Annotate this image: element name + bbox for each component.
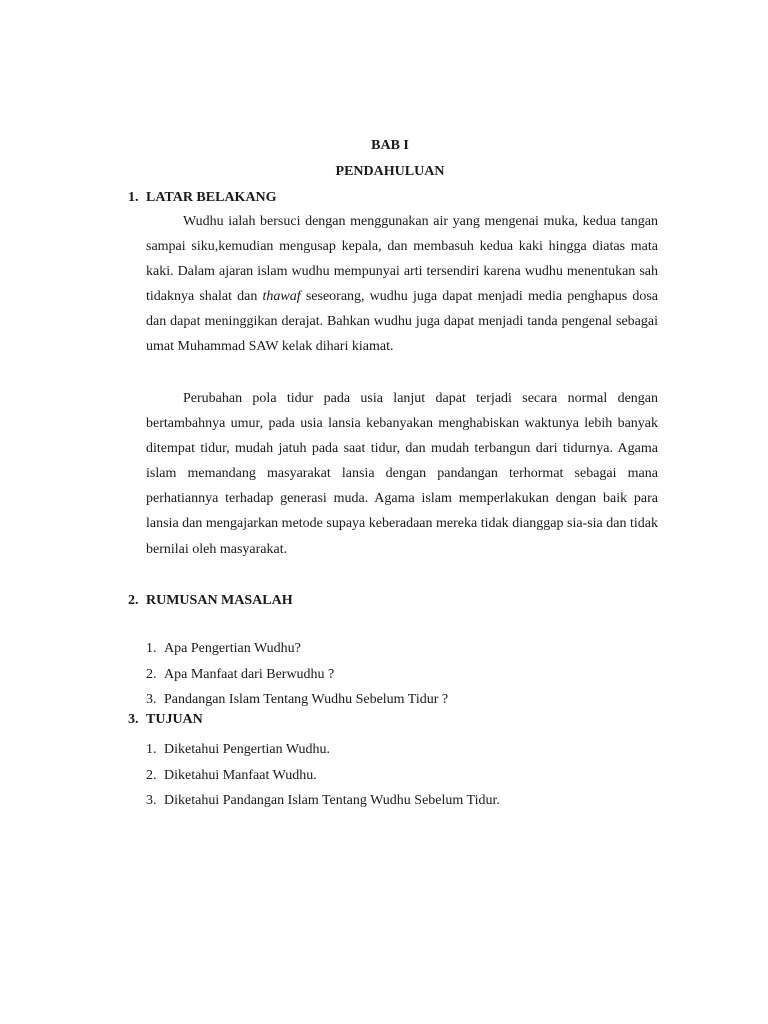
list-item: 1. Apa Pengertian Wudhu? <box>146 641 301 656</box>
section-number: 2. <box>128 593 139 608</box>
rumusan-masalah-list <box>146 636 448 713</box>
chapter-number: BAB I <box>371 138 409 153</box>
section-number: 1. <box>128 190 139 205</box>
paragraph-pola-tidur: Perubahan pola tidur pada usia lanjut dapat terjadi secara normal dengan bertambahnya umur, pada usia lansia kebanyakan menghabiskan waktunya lebih banyak ditempat tidur, mudah jatuh pada saat tidur, dan mudah terbangun dari tidurnya. Agama islam memandang masyarakat lansia dengan pandangan terhormat sebagai mana perhatiannya terhadap generasi muda. Agama islam memperlakukan dengan baik para lansia dan mengajarkan metode supaya keberadaan mereka tidak dianggap sia-sia dan tidak bernilai oleh masyarakat. <box>146 391 658 557</box>
section-heading-latar-belakang <box>128 190 277 206</box>
paragraph-wudhu <box>146 209 658 360</box>
chapter-title: PENDAHULUAN <box>335 164 445 179</box>
paragraph-text: Wudhu ialah bersuci dengan menggunakan air yang mengenai muka, kedua tangan sampai siku,kemudian mengusap kepala, dan membasuh kedua kaki hingga diatas mata kaki. Dalam ajaran islam wudhu mempunyai arti tersendiri karena wudhu menentukan sah tidaknya shalat dan <box>146 214 658 305</box>
list-item: 2. Apa Manfaat dari Berwudhu ? <box>146 666 335 682</box>
section-number: 3. <box>128 712 139 727</box>
list-item: 2. Diketahui Manfaat Wudhu. <box>146 767 317 783</box>
list-item: 3. Diketahui Pandangan Islam Tentang Wudhu Sebelum Tidur. <box>146 793 500 808</box>
section-heading-tujuan <box>128 712 203 728</box>
list-item: 3. Pandangan Islam Tentang Wudhu Sebelum Tidur ? <box>146 692 449 707</box>
tujuan-list <box>146 737 500 814</box>
section-heading-rumusan-masalah <box>128 593 293 609</box>
italic-term: thawaf <box>262 289 301 305</box>
paragraph-text: seseorang, wudhu juga dapat menjadi media penghapus dosa dan dapat meninggikan derajat. Bahkan wudhu juga dapat menjadi tanda pengenal sebagai umat Muhammad SAW kelak dihari kiamat. <box>146 289 658 355</box>
section-title: TUJUAN <box>146 712 203 727</box>
section-title: LATAR BELAKANG <box>146 190 277 205</box>
list-item: 1. Diketahui Pengertian Wudhu. <box>146 742 330 757</box>
section-title: RUMUSAN MASALAH <box>146 593 293 608</box>
